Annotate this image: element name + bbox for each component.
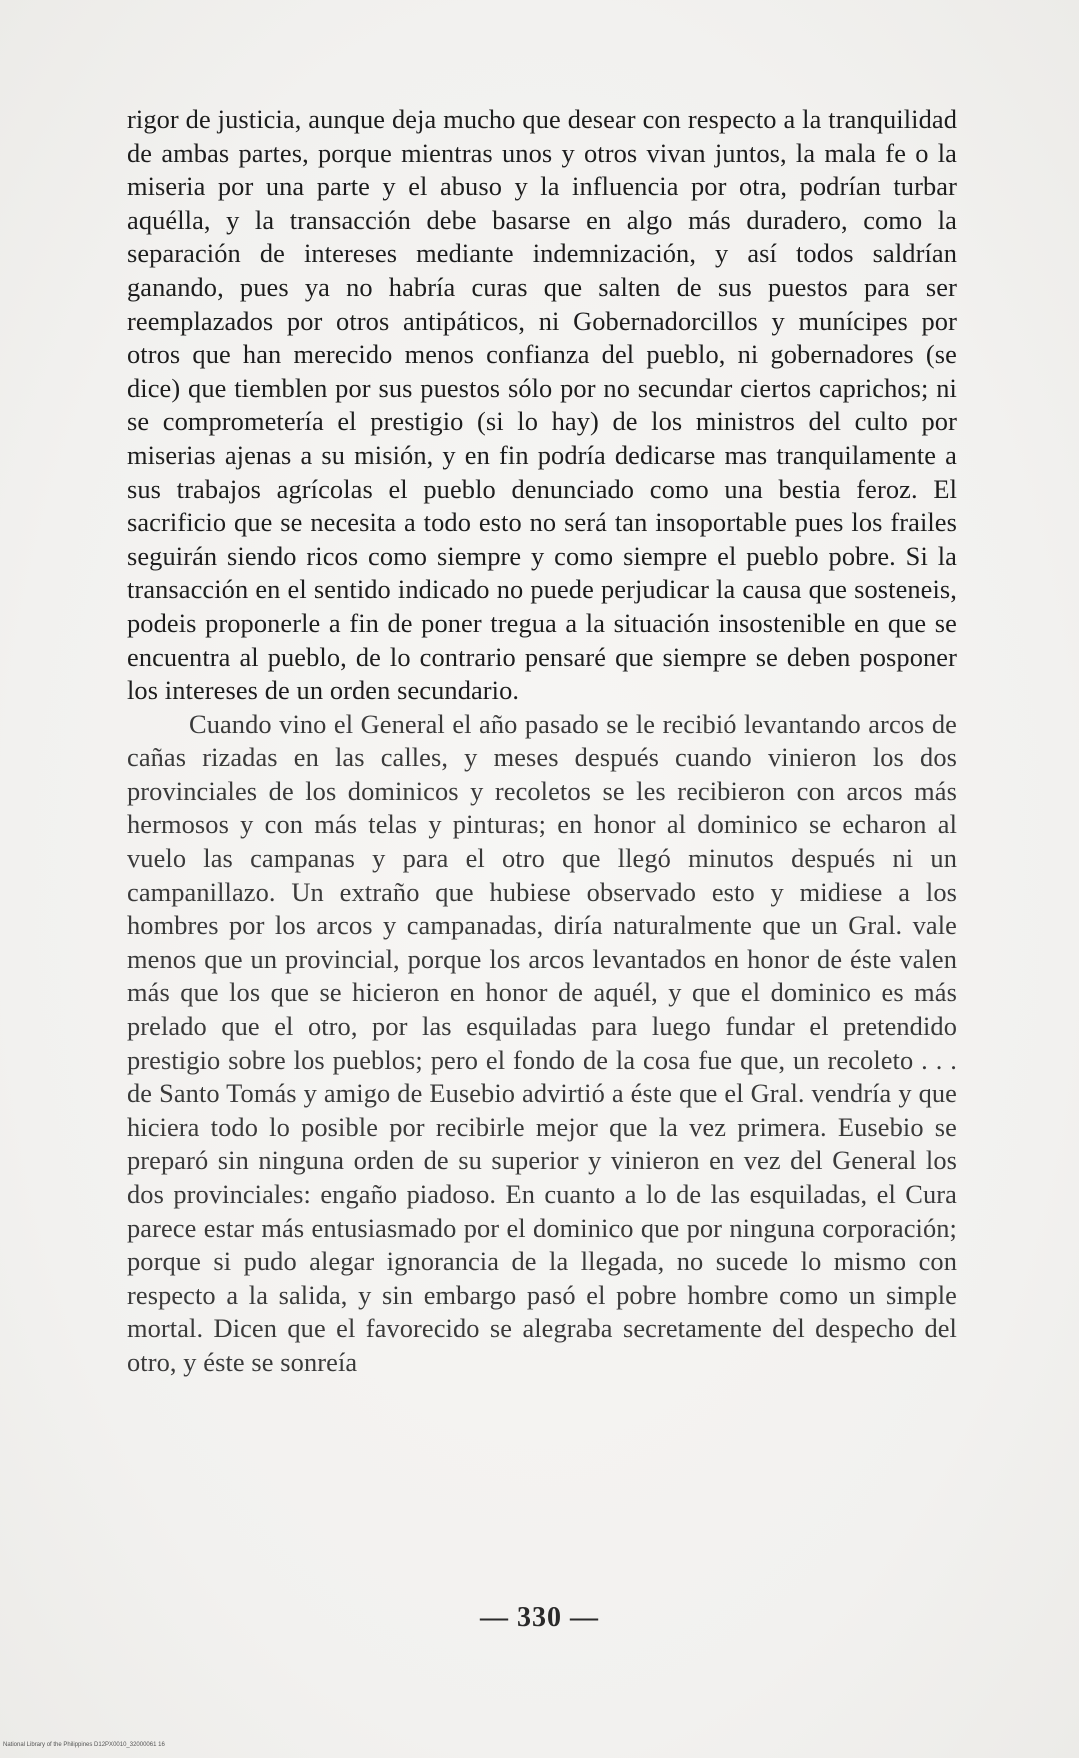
library-footer: National Library of the Philippines D12PX0010_32000061 16 [3,1742,165,1748]
paragraph-1: rigor de justicia, aunque deja mucho que desear con respecto a la tranquilidad de ambas partes, porque mientras unos y otros vivan juntos, la mala fe o la miseria por una parte y el abuso y la influencia por otra, podrían turbar aquélla, y la transacción debe basarse en algo más duradero, como la separación de intereses mediante indemnización, y así todos saldrían ganando, pues ya no habría curas que salten de sus puestos para ser reemplazados por otros antipáticos, ni Gobernadorcillos y munícipes por otros que han merecido menos confianza del pueblo, ni gobernadores (se dice) que tiemblen por sus puestos sólo por no secundar ciertos caprichos; ni se comprometería el prestigio (si lo hay) de los ministros del culto por miserias ajenas a su misión, y en fin podría dedicarse mas tranquilamente a sus trabajos agrícolas el pueblo denunciado como una bestia feroz. El sacrificio que se necesita a todo esto no será tan insoportable pues los frailes seguirán siendo ricos como siempre y como siempre el pueblo pobre. Si la transacción en el sentido indicado no puede perjudicar la causa que sosteneis, podeis proponerle a fin de poner tregua a la situación insostenible en que se encuentra al pueblo, de lo contrario pensaré que siempre se deben posponer los intereses de un orden secundario. [127,104,957,706]
paragraph-2: Cuando vino el General el año pasado se le recibió levantando arcos de cañas rizadas en las calles, y meses después cuando vinieron los dos provinciales de los dominicos y recoletos se les recibieron con arcos más hermosos y con más telas y pinturas; en honor al dominico se echaron al vuelo las campanas y para el otro que llegó minutos después ni un campanillazo. Un extraño que hubiese observado esto y midiese a los hombres por los arcos y campanadas, diría naturalmente que un Gral. vale menos que un provincial, porque los arcos levantados en honor de éste valen más que los que se hicieron en honor de aquél, y que el dominico es más prelado que el otro, por las esquiladas para luego fundar el pretendido prestigio sobre los pueblos; pero el fondo de la cosa fue que, un recoleto . . . de Santo Tomás y amigo de Eusebio advirtió a éste que el Gral. vendría y que hiciera todo lo posible por recibirle mejor que la vez primera. Eusebio se preparó sin ninguna orden de su superior y vinieron en vez del General los dos provinciales: engaño piadoso. En cuanto a lo de las esquiladas, el Cura parece estar más entusiasmado por el dominico que por ninguna corporación; porque si pudo alegar ignorancia de la llegada, no sucede lo mismo con respecto a la salida, y sin embargo pasó el pobre hombre como un simple mortal. Dicen que el favorecido se alegraba secretamente del despecho del otro, y éste se sonreía [127,708,957,1377]
body-text [127,103,957,1380]
page-number: — 330 — [480,1602,599,1633]
